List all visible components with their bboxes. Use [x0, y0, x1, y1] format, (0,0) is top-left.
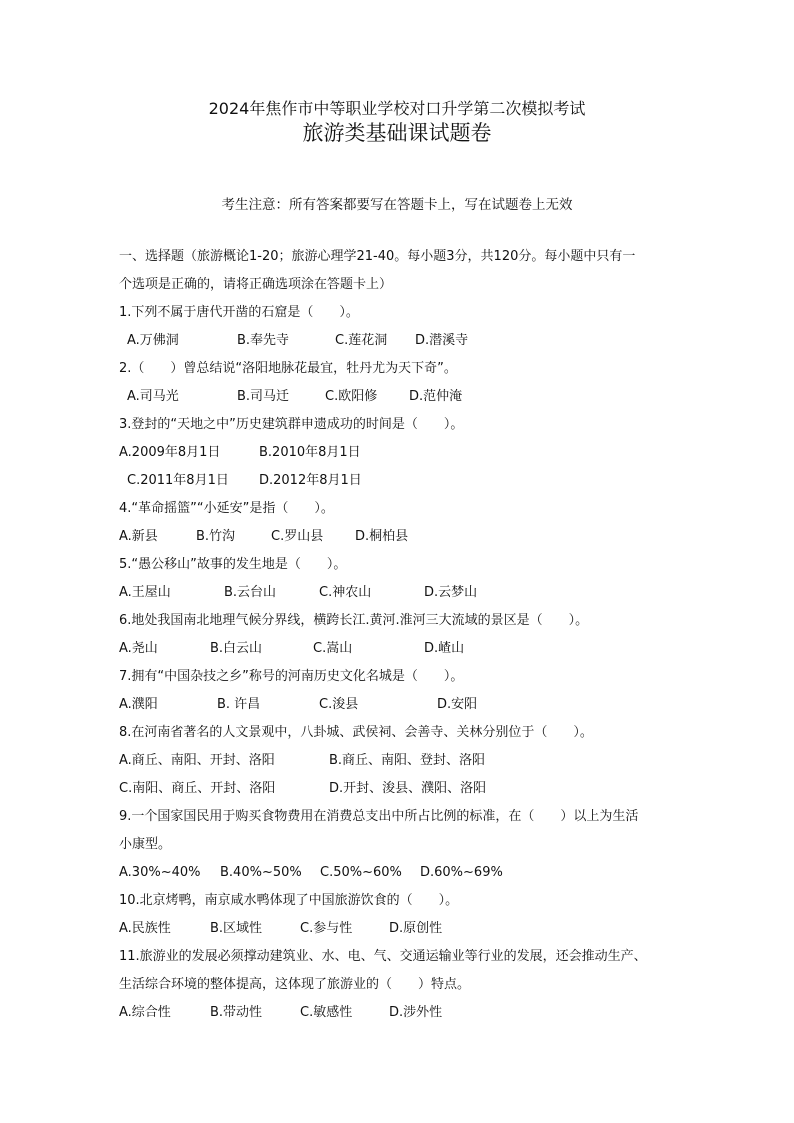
option-c: C.浚县 — [319, 697, 359, 712]
option-b: B.商丘、南阳、登封、洛阳 — [329, 753, 486, 768]
option-b: B.40%~50% — [220, 865, 302, 880]
option-b: B.2010年8月1日 — [259, 445, 361, 460]
option-row — [119, 635, 689, 663]
question-stem: 8.在河南省著名的人文景观中，八卦城、武侯祠、会善寺、关林分别位于（ ）。 — [119, 725, 593, 740]
option-row — [119, 579, 689, 607]
option-a: A.司马光 — [127, 389, 179, 404]
option-c: C.2011年8月1日 — [127, 473, 229, 488]
exam-subtitle: 旅游类基础课试题卷 — [302, 121, 492, 145]
question-stem: 4.“革命摇篮”“小延安”是指（ ）。 — [119, 501, 334, 516]
question-stem: 6.地处我国南北地理气候分界线，横跨长江.黄河.淮河三大流域的景区是（ ）。 — [119, 613, 589, 628]
option-row — [119, 523, 689, 551]
option-a: A.万佛洞 — [127, 333, 179, 348]
option-a: A.综合性 — [119, 1005, 171, 1020]
candidate-notice: 考生注意：所有答案都要写在答题卡上，写在试题卷上无效 — [221, 197, 573, 213]
option-d: D.范仲淹 — [409, 389, 463, 404]
question-stem: 11.旅游业的发展必须撑动建筑业、水、电、气、交通运输业等行业的发展，还会推动生产、 — [119, 949, 647, 964]
question-stem: 9.一个国家国民用于购买食物费用在消费总支出中所占比例的标准，在（ ）以上为生活 — [119, 809, 639, 824]
option-d: D.涉外性 — [389, 1005, 443, 1020]
option-a: A.新县 — [119, 529, 158, 544]
option-c: C.罗山县 — [271, 529, 324, 544]
option-a: A.2009年8月1日 — [119, 445, 221, 460]
option-d: D.云梦山 — [424, 585, 478, 600]
option-b: B.区域性 — [210, 921, 263, 936]
option-a: A.濮阳 — [119, 697, 158, 712]
option-c: C.嵩山 — [313, 641, 353, 656]
option-b: B.云台山 — [224, 585, 277, 600]
option-d: D.安阳 — [437, 697, 478, 712]
option-a: A.民族性 — [119, 921, 171, 936]
option-b: B.带动性 — [210, 1005, 263, 1020]
question-stem: 2.（ ）曾总结说“洛阳地脉花最宜，牡丹尤为天下奇”。 — [119, 361, 457, 376]
option-c: C.参与性 — [300, 921, 353, 936]
option-c: C.50%~60% — [320, 865, 402, 880]
question-stem-cont: 生活综合环境的整体提高，这体现了旅游业的（ ）特点。 — [119, 977, 471, 992]
question-stem: 5.“愚公移山”故事的发生地是（ ）。 — [119, 557, 347, 572]
question-stem: 1.下列不属于唐代开凿的石窟是（ ）。 — [119, 305, 359, 320]
option-row — [119, 859, 689, 887]
option-b: B.奉先寺 — [237, 333, 290, 348]
option-d: D.桐柏县 — [355, 529, 409, 544]
option-b: B.竹沟 — [196, 529, 236, 544]
option-row — [119, 915, 689, 943]
question-stem: 3.登封的“天地之中”历史建筑群申遗成功的时间是（ ）。 — [119, 417, 464, 432]
option-c: C.敏感性 — [300, 1005, 353, 1020]
exam-title: 2024年焦作市中等职业学校对口升学第二次模拟考试 — [208, 99, 586, 118]
question-stem: 7.拥有“中国杂技之乡”称号的河南历史文化名城是（ ）。 — [119, 669, 464, 684]
option-d: D.开封、浚县、濮阳、洛阳 — [329, 781, 487, 796]
option-a: A.尧山 — [119, 641, 158, 656]
section-instruction: 一、选择题（旅游概论1-20；旅游心理学21-40。每小题3分，共120分。每小题中只有一 — [119, 249, 636, 264]
section-instruction-cont: 个选项是正确的，请将正确选项涂在答题卡上） — [119, 277, 393, 292]
option-b: B.白云山 — [210, 641, 263, 656]
question-section — [119, 243, 689, 1027]
option-row — [119, 691, 689, 719]
option-d: D.嵖山 — [424, 641, 465, 656]
option-c: C.欧阳修 — [325, 389, 378, 404]
option-d: D.2012年8月1日 — [259, 473, 362, 488]
option-row — [119, 775, 689, 803]
option-c: C.神农山 — [319, 585, 372, 600]
option-d: D.原创性 — [389, 921, 443, 936]
option-a: A.30%~40% — [119, 865, 201, 880]
option-c: C.南阳、商丘、开封、洛阳 — [119, 781, 276, 796]
option-a: A.商丘、南阳、开封、洛阳 — [119, 753, 275, 768]
option-d: D.潜溪寺 — [415, 333, 469, 348]
option-d: D.60%~69% — [420, 865, 503, 880]
option-row — [119, 439, 689, 467]
option-row — [119, 467, 689, 495]
question-stem: 10.北京烤鸭，南京咸水鸭体现了中国旅游饮食的（ ）。 — [119, 893, 459, 908]
option-b: B. 许昌 — [217, 697, 261, 712]
option-c: C.莲花洞 — [335, 333, 388, 348]
option-row — [119, 383, 689, 411]
question-stem-cont: 小康型。 — [119, 837, 172, 852]
option-row — [119, 747, 689, 775]
option-row — [119, 999, 689, 1027]
option-row — [119, 327, 689, 355]
option-a: A.王屋山 — [119, 585, 171, 600]
option-b: B.司马迁 — [237, 389, 290, 404]
